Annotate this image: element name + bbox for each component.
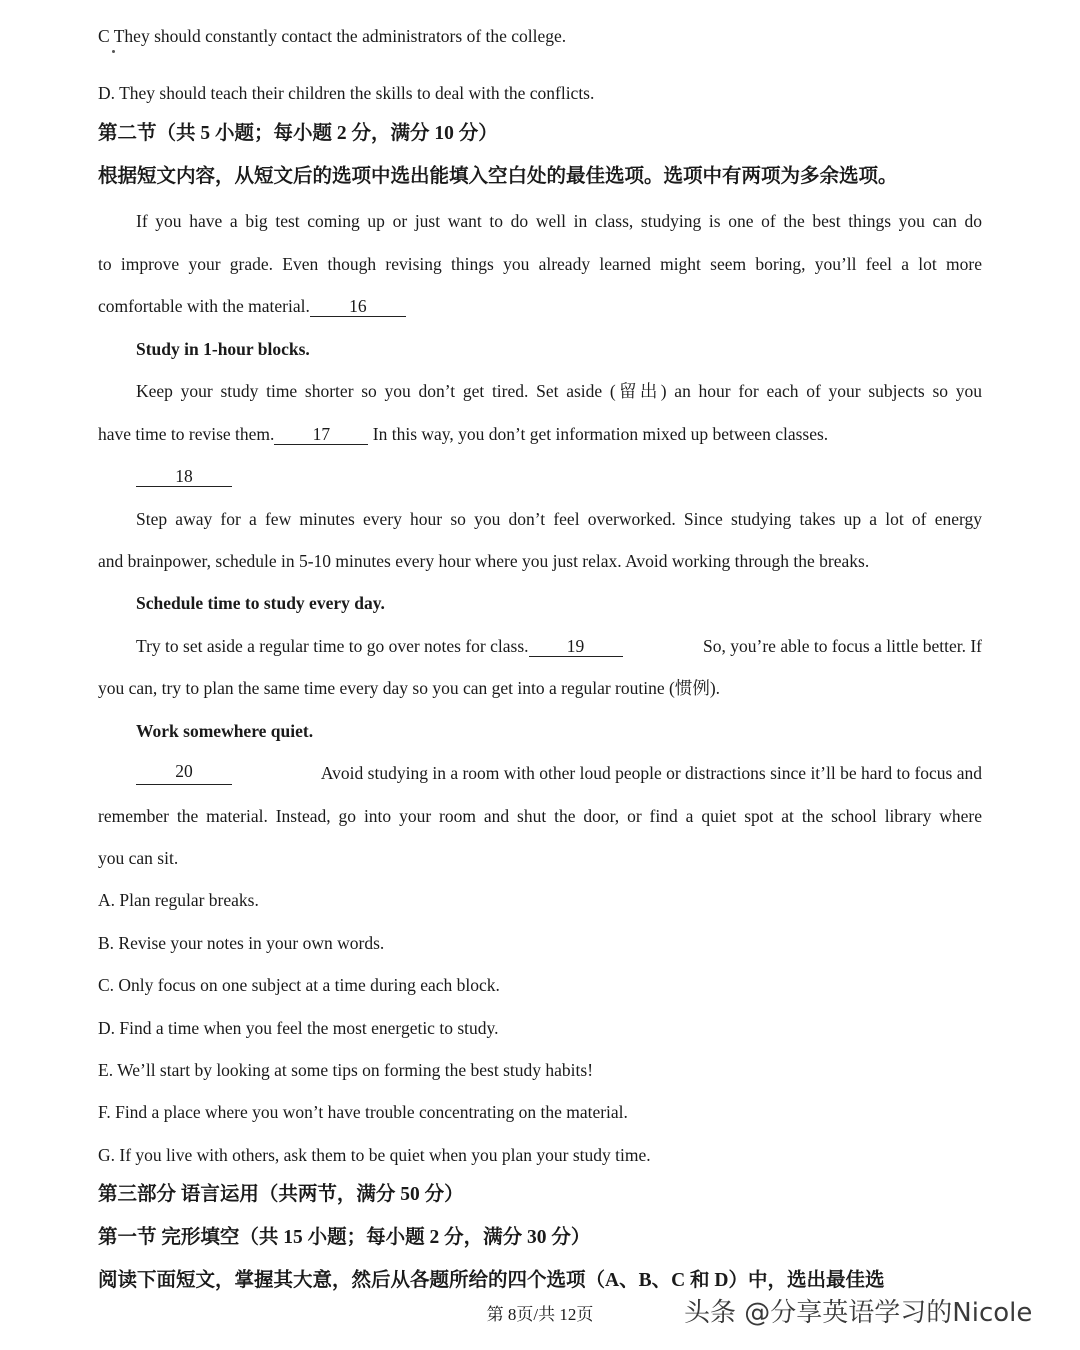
blank-20: 20	[136, 761, 232, 785]
part-3-section-1-heading: 第一节 完形填空（共 15 小题；每小题 2 分，满分 30 分）	[98, 1227, 591, 1248]
paragraph-5-line-2: remember the material. Instead, go into your room and shut the door, or find a quiet spot at the school library where	[98, 806, 982, 826]
speck-mark	[112, 50, 115, 53]
blank-17: 17	[274, 424, 368, 445]
paragraph-2-line-1: Keep your study time shorter so you don’t get tired. Set aside (留出) an hour for each of your subjects so you	[136, 381, 982, 401]
section-2-heading: 第二节（共 5 小题；每小题 2 分，满分 10 分）	[98, 123, 498, 144]
paragraph-2-line-2	[98, 422, 982, 446]
paragraph-1-line-3-text: comfortable with the material.	[98, 296, 310, 316]
blank-18-line	[136, 464, 982, 488]
paragraph-1-line-2: to improve your grade. Even though revising things you already learned might seem boring, you’ll feel a lot more	[98, 254, 982, 274]
paragraph-1-line-1: If you have a big test coming up or just want to do well in class, studying is one of the best things you can do	[136, 211, 982, 231]
paragraph-5-line-3: you can sit.	[98, 848, 179, 868]
paragraph-4-line-2: you can, try to plan the same time every day so you can get into a regular routine (惯例).	[98, 678, 721, 698]
previous-option-c: C They should constantly contact the administrators of the college.	[98, 26, 567, 46]
paragraph-2-line-2-text-a: have time to revise them.	[98, 424, 275, 444]
watermark: 头条 @分享英语学习的Nicole	[684, 1298, 1033, 1328]
blank-18: 18	[136, 466, 232, 487]
paragraph-5-line-1-text: Avoid studying in a room with other loud people or distractions since it’ll be hard to focus and	[320, 763, 982, 783]
paragraph-3-line-1: Step away for a few minutes every hour so you don’t feel overworked. Since studying takes up a lot of energy	[136, 509, 982, 529]
subheading-schedule-time: Schedule time to study every day.	[136, 593, 385, 613]
paragraph-4-line-1-text-a	[136, 634, 623, 658]
paragraph-1-line-3	[98, 294, 982, 318]
paragraph-2-line-2-text-b: In this way, you don’t get information mixed up between classes.	[372, 424, 829, 444]
paragraph-4-line-1-text-b: So, you’re able to focus a little better. If	[703, 636, 982, 656]
paragraph-5-line-1	[136, 761, 982, 785]
part-3-heading: 第三部分 语言运用（共两节，满分 50 分）	[98, 1184, 464, 1205]
option-a: A. Plan regular breaks.	[98, 890, 259, 910]
page-number: 第 8页/共 12页	[486, 1305, 594, 1324]
blank-16: 16	[310, 296, 406, 317]
option-d: D. Find a time when you feel the most energetic to study.	[98, 1018, 499, 1038]
option-f: F. Find a place where you won’t have trouble concentrating on the material.	[98, 1102, 628, 1122]
part-3-instruction: 阅读下面短文，掌握其大意，然后从各题所给的四个选项（A、B、C 和 D）中，选出最佳选	[98, 1270, 885, 1291]
section-2-instruction: 根据短文内容，从短文后的选项中选出能填入空白处的最佳选项。选项中有两项为多余选项。	[98, 166, 898, 187]
previous-option-d: D. They should teach their children the skills to deal with the conflicts.	[98, 83, 595, 103]
paragraph-4-line-1	[136, 634, 982, 658]
option-c: C. Only focus on one subject at a time during each block.	[98, 975, 500, 995]
option-b: B. Revise your notes in your own words.	[98, 933, 385, 953]
paragraph-4-line-1-text-a-inner: Try to set aside a regular time to go over notes for class.	[136, 636, 529, 656]
blank-19: 19	[529, 636, 623, 657]
paragraph-3-line-2: and brainpower, schedule in 5-10 minutes every hour where you just relax. Avoid working through the breaks.	[98, 551, 870, 571]
option-g: G. If you live with others, ask them to be quiet when you plan your study time.	[98, 1145, 651, 1165]
option-e: E. We’ll start by looking at some tips on forming the best study habits!	[98, 1060, 594, 1080]
subheading-work-quiet: Work somewhere quiet.	[136, 721, 314, 741]
subheading-study-blocks: Study in 1-hour blocks.	[136, 339, 310, 359]
